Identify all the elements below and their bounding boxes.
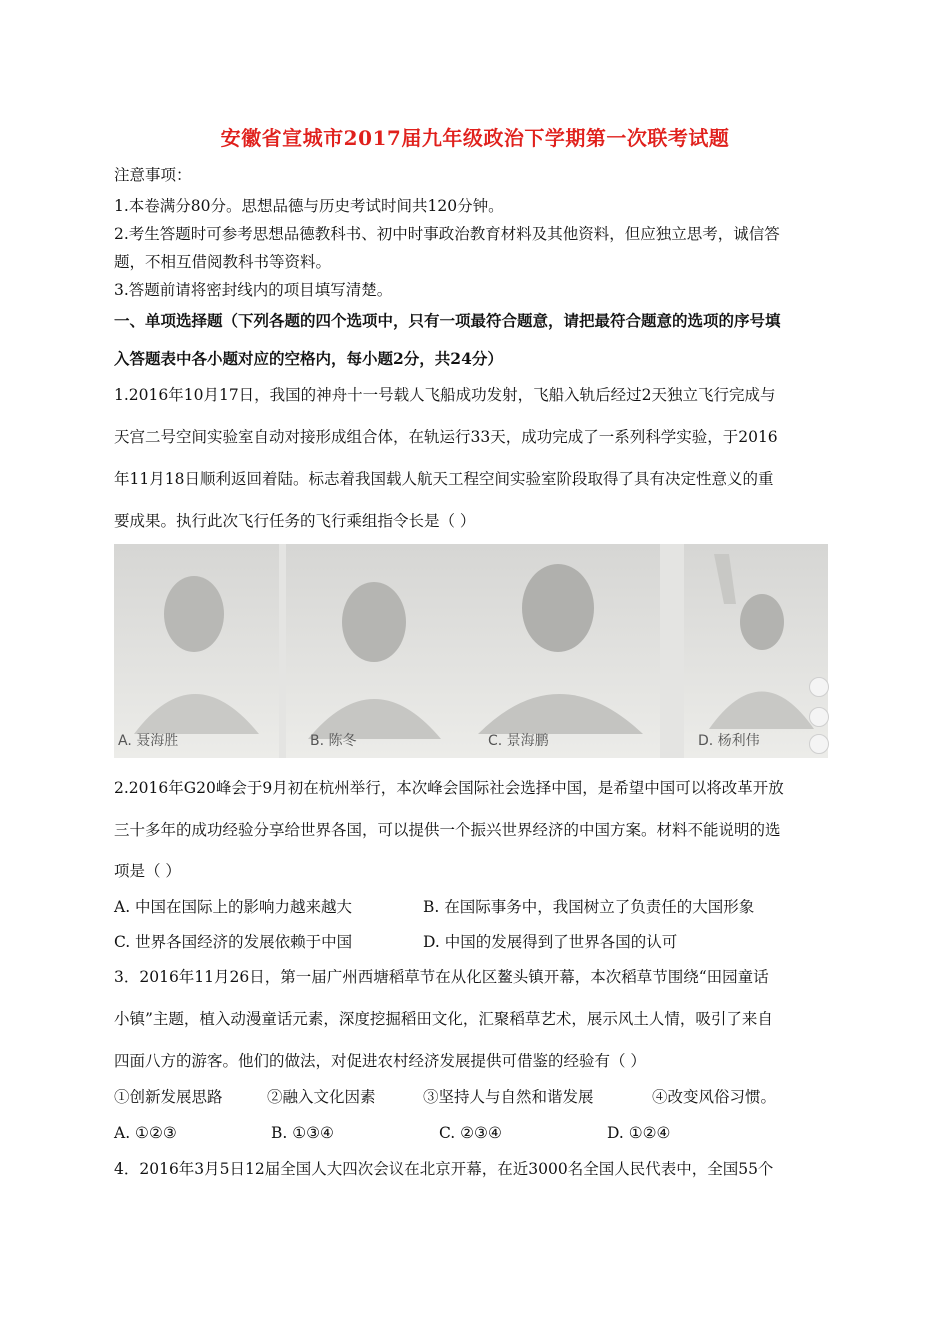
note-2-line-1: 2.考生答题时可参考思想品德教科书、初中时事政治教育材料及其他资料，但应独立思考，诚信答 — [114, 225, 780, 243]
scroll-down-icon[interactable] — [809, 734, 829, 754]
q3-line-3: 四面八方的游客。他们的做法，对促进农村经济发展提供可借鉴的经验有（ ） — [114, 1052, 646, 1070]
q2-option-b: B. 在国际事务中，我国树立了负责任的大国形象 — [423, 898, 755, 916]
q3-option-d: D. ①②④ — [607, 1124, 671, 1142]
q2-option-a: A. 中国在国际上的影响力越来越大 — [114, 898, 353, 916]
astronaut-portrait-icon — [684, 544, 828, 758]
q1-line-3: 年11月18日顺利返回着陆。标志着我国载人航天工程空间实验室阶段取得了具有决定性意义的重 — [114, 470, 774, 488]
q2-option-c: C. 世界各国经济的发展依赖于中国 — [114, 933, 353, 951]
note-2-line-2: 题，不相互借阅教科书等资料。 — [114, 253, 332, 271]
q2-option-d: D. 中国的发展得到了世界各国的认可 — [423, 933, 678, 951]
q2-line-2: 三十多年的成功经验分享给世界各国，可以提供一个振兴世界经济的中国方案。材料不能说明的选 — [114, 821, 781, 839]
page-title: 安徽省宣城市2017届九年级政治下学期第一次联考试题 — [220, 126, 730, 150]
q1-line-2: 天宫二号空间实验室自动对接形成组合体，在轨运行33天，成功完成了一系列科学实验，于2016 — [114, 428, 778, 446]
q3-statement-2: ②融入文化因素 — [267, 1088, 376, 1106]
q3-line-1: 3．2016年11月26日，第一届广州西塘稻草节在从化区鳌头镇开幕，本次稻草节围绕“田园童话 — [114, 968, 769, 986]
q3-statement-4: ④改变风俗习惯。 — [652, 1088, 777, 1106]
astronaut-photo-c — [458, 544, 660, 758]
q3-statement-3: ③坚持人与自然和谐发展 — [423, 1088, 594, 1106]
q3-statement-1: ①创新发展思路 — [114, 1088, 223, 1106]
q3-option-b: B. ①③④ — [271, 1124, 334, 1142]
astronaut-photo-d — [684, 544, 828, 758]
photo-label-a: A. 聂海胜 — [118, 733, 179, 749]
q1-line-1: 1.2016年10月17日，我国的神舟十一号载人飞船成功发射，飞船入轨后经过2天独立飞行完成与 — [114, 386, 776, 404]
astronaut-portrait-icon — [114, 544, 279, 758]
q3-option-a: A. ①②③ — [114, 1124, 177, 1142]
section-1-heading-line-2: 入答题表中各小题对应的空格内，每小题2分，共24分） — [114, 349, 503, 368]
note-1: 1.本卷满分80分。思想品德与历史考试时间共120分钟。 — [114, 197, 504, 215]
q4-line-1: 4．2016年3月5日12届全国人大四次会议在北京开幕，在近3000名全国人民代表中，全国55个 — [114, 1160, 774, 1178]
note-3: 3.答题前请将密封线内的项目填写清楚。 — [114, 281, 393, 299]
scroll-up-icon[interactable] — [809, 677, 829, 697]
astronaut-photo-a — [114, 544, 279, 758]
section-1-heading-line-1: 一、单项选择题（下列各题的四个选项中，只有一项最符合题意，请把最符合题意的选项的序号填 — [114, 311, 781, 330]
q3-line-2: 小镇”主题，植入动漫童话元素，深度挖掘稻田文化，汇聚稻草艺术，展示风土人情，吸引了来自 — [114, 1010, 773, 1028]
notes-heading: 注意事项： — [114, 166, 192, 184]
astronaut-portrait-icon — [286, 544, 458, 758]
photo-label-c: C. 景海鹏 — [488, 733, 549, 749]
astronaut-photo-b — [286, 544, 458, 758]
q3-option-c: C. ②③④ — [439, 1124, 502, 1142]
astronaut-portrait-icon — [458, 544, 660, 758]
photo-label-b: B. 陈冬 — [310, 733, 357, 749]
q1-line-4: 要成果。执行此次飞行任务的飞行乘组指令长是（ ） — [114, 512, 476, 530]
photo-label-d: D. 杨利伟 — [698, 733, 760, 749]
astronaut-photos — [114, 544, 828, 758]
q2-line-3: 项是（ ） — [114, 862, 181, 880]
scroll-middle-icon[interactable] — [809, 707, 829, 727]
q2-line-1: 2.2016年G20峰会于9月初在杭州举行，本次峰会国际社会选择中国，是希望中国可以将改革开放 — [114, 779, 784, 797]
